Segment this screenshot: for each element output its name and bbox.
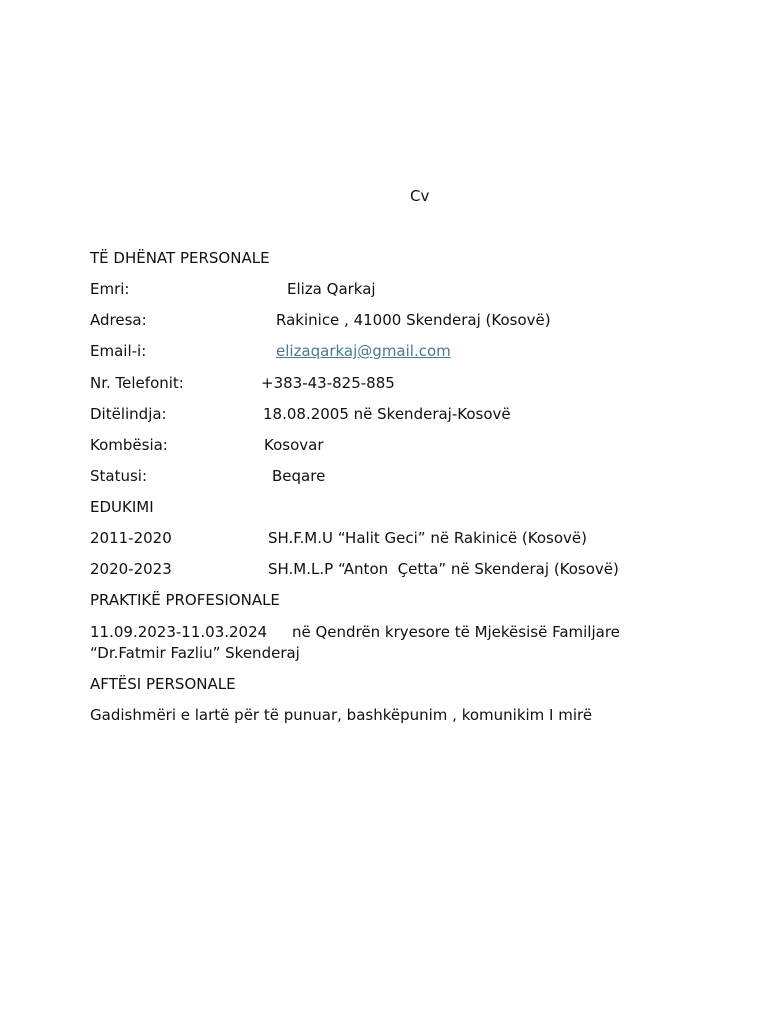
nationality-value: Kosovar [264,436,324,454]
education-school-1: SH.F.M.U “Halit Geci” në Rakinicë (Kosovë) [268,529,587,547]
phone-label: Nr. Telefonit: [90,374,184,392]
nationality-label: Kombësia: [90,436,168,454]
birth-label: Ditëlindja: [90,405,167,423]
address-value: Rakinice , 41000 Skenderaj (Kosovë) [276,311,551,329]
practice-place-continued: “Dr.Fatmir Fazliu” Skenderaj [90,644,300,662]
status-label: Statusi: [90,467,148,485]
name-value: Eliza Qarkaj [287,280,376,298]
birth-value: 18.08.2005 në Skenderaj-Kosovë [263,405,511,423]
practice-period: 11.09.2023-11.03.2024 [90,623,268,641]
skills-heading: AFTËSI PERSONALE [90,675,236,693]
phone-value: +383-43-825-885 [261,374,395,392]
education-school-2: SH.M.L.P “Anton Çetta” në Skenderaj (Kosovë) [268,560,619,578]
document-title: Cv [410,187,430,205]
status-value: Beqare [272,467,326,485]
education-period-2: 2020-2023 [90,560,172,578]
skills-text: Gadishmëri e lartë për të punuar, bashkëpunim , komunikim I mirë [90,706,593,724]
education-period-1: 2011-2020 [90,529,172,547]
name-label: Emri: [90,280,130,298]
practice-heading: PRAKTIKË PROFESIONALE [90,591,280,609]
practice-place: në Qendrën kryesore të Mjekësisë Familjare [292,623,620,641]
email-link[interactable]: elizaqarkaj@gmail.com [276,342,451,360]
education-heading: EDUKIMI [90,498,154,516]
address-label: Adresa: [90,311,147,329]
email-label: Email-i: [90,342,147,360]
personal-heading: TË DHËNAT PERSONALE [90,249,270,267]
